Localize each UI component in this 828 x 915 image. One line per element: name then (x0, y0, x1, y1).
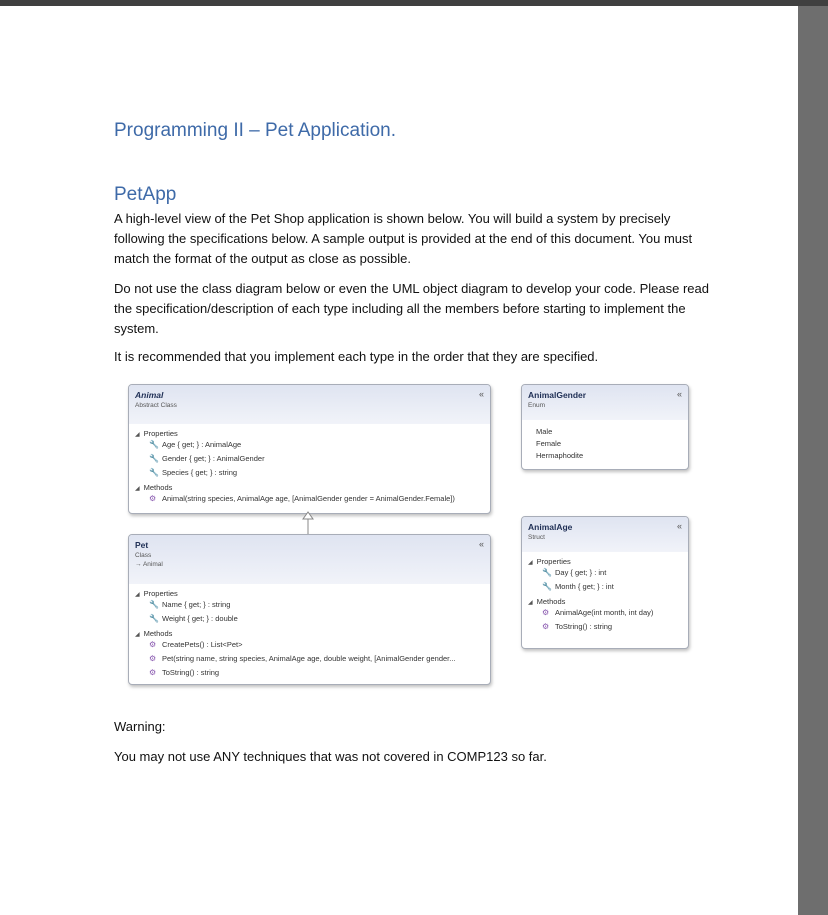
class-name: AnimalGender (528, 390, 587, 400)
property-item: 🔧 Name { get; } : string (149, 598, 484, 612)
warning-label: Warning: (114, 719, 166, 734)
enum-value: Female (536, 439, 562, 448)
property-item: 🔧 Weight { get; } : double (149, 612, 484, 626)
collapse-icon[interactable]: « (676, 521, 682, 531)
intro-paragraph: A high-level view of the Pet Shop application is shown below. You will build a system by precisely following the specifications below. A sample output is provided at the end of this document. You must match the format of the output as close as possible. (114, 211, 693, 266)
class-name: Animal (135, 390, 164, 400)
enum-value: Hermaphodite (536, 451, 584, 460)
wrench-icon: 🔧 (542, 568, 552, 577)
properties-section[interactable]: ◢ Properties (135, 589, 178, 598)
class-body (129, 424, 490, 510)
class-body (522, 552, 688, 638)
recommendation-paragraph: It is recommended that you implement each type in the order that they are specified. (114, 349, 599, 364)
class-kind: Class (135, 552, 152, 559)
vertical-scrollbar[interactable] (798, 6, 828, 915)
method-item: ⚙ Pet(string name, string species, AnimalAge age, double weight, [AnimalGender gender... (149, 652, 484, 666)
class-header (522, 385, 688, 420)
method-item: ⚙ CreatePets() : List<Pet> (149, 638, 484, 652)
class-kind: Struct (528, 534, 545, 541)
class-header (522, 517, 688, 552)
class-header (129, 535, 490, 584)
properties-section[interactable]: ◢ Properties (528, 557, 571, 566)
method-icon: ⚙ (149, 668, 157, 677)
document-title: Programming II – Pet Application. (114, 120, 396, 141)
class-body (522, 420, 688, 466)
warning-text: You may not use ANY techniques that was not covered in COMP123 so far. (114, 749, 547, 764)
collapse-icon[interactable]: « (676, 389, 682, 399)
expand-triangle-icon: ◢ (135, 632, 140, 638)
method-item: ⚙ ToString() : string (542, 620, 682, 634)
base-class: → Animal (135, 561, 163, 568)
property-item: 🔧 Month { get; } : int (542, 580, 682, 594)
class-kind: Abstract Class (135, 402, 177, 409)
wrench-icon: 🔧 (542, 582, 552, 591)
class-kind: Enum (528, 402, 545, 409)
instruction-paragraph: Do not use the class diagram below or even the UML object diagram to develop your code. Please read the specification/description of each type including all the members before starting to implement the system. (114, 281, 709, 336)
method-icon: ⚙ (149, 640, 157, 649)
method-item: ⚙ ToString() : string (149, 666, 484, 680)
expand-triangle-icon: ◢ (135, 592, 140, 598)
collapse-icon[interactable]: « (478, 539, 484, 549)
expand-triangle-icon: ◢ (528, 600, 533, 606)
enum-box-animal-gender (521, 384, 689, 470)
property-item: 🔧 Day { get; } : int (542, 566, 682, 580)
wrench-icon: 🔧 (149, 440, 159, 449)
section-heading: PetApp (114, 184, 177, 205)
collapse-icon[interactable]: « (478, 389, 484, 399)
method-icon: ⚙ (149, 494, 157, 503)
document-page (0, 6, 798, 915)
wrench-icon: 🔧 (149, 468, 159, 477)
method-item: ⚙ Animal(string species, AnimalAge age, [AnimalGender gender = AnimalGender.Female]) (149, 492, 484, 506)
methods-section[interactable]: ◢ Methods (135, 629, 173, 638)
method-icon: ⚙ (542, 608, 550, 617)
class-box-pet (128, 534, 491, 685)
property-item: 🔧 Gender { get; } : AnimalGender (149, 452, 484, 466)
expand-triangle-icon: ◢ (135, 432, 140, 438)
expand-triangle-icon: ◢ (135, 486, 140, 492)
class-name: AnimalAge (528, 522, 573, 532)
struct-box-animal-age (521, 516, 689, 649)
class-name: Pet (135, 540, 149, 550)
wrench-icon: 🔧 (149, 614, 159, 623)
class-header (129, 385, 490, 424)
property-item: 🔧 Species { get; } : string (149, 466, 484, 480)
expand-triangle-icon: ◢ (528, 560, 533, 566)
properties-section[interactable]: ◢ Properties (135, 429, 178, 438)
wrench-icon: 🔧 (149, 600, 159, 609)
method-icon: ⚙ (149, 654, 157, 663)
property-item: 🔧 Age { get; } : AnimalAge (149, 438, 484, 452)
method-icon: ⚙ (542, 622, 550, 631)
method-item: ⚙ AnimalAge(int month, int day) (542, 606, 682, 620)
class-body (129, 584, 490, 684)
enum-value: Male (536, 427, 553, 436)
methods-section[interactable]: ◢ Methods (135, 483, 173, 492)
methods-section[interactable]: ◢ Methods (528, 597, 566, 606)
wrench-icon: 🔧 (149, 454, 159, 463)
class-box-animal (128, 384, 491, 514)
